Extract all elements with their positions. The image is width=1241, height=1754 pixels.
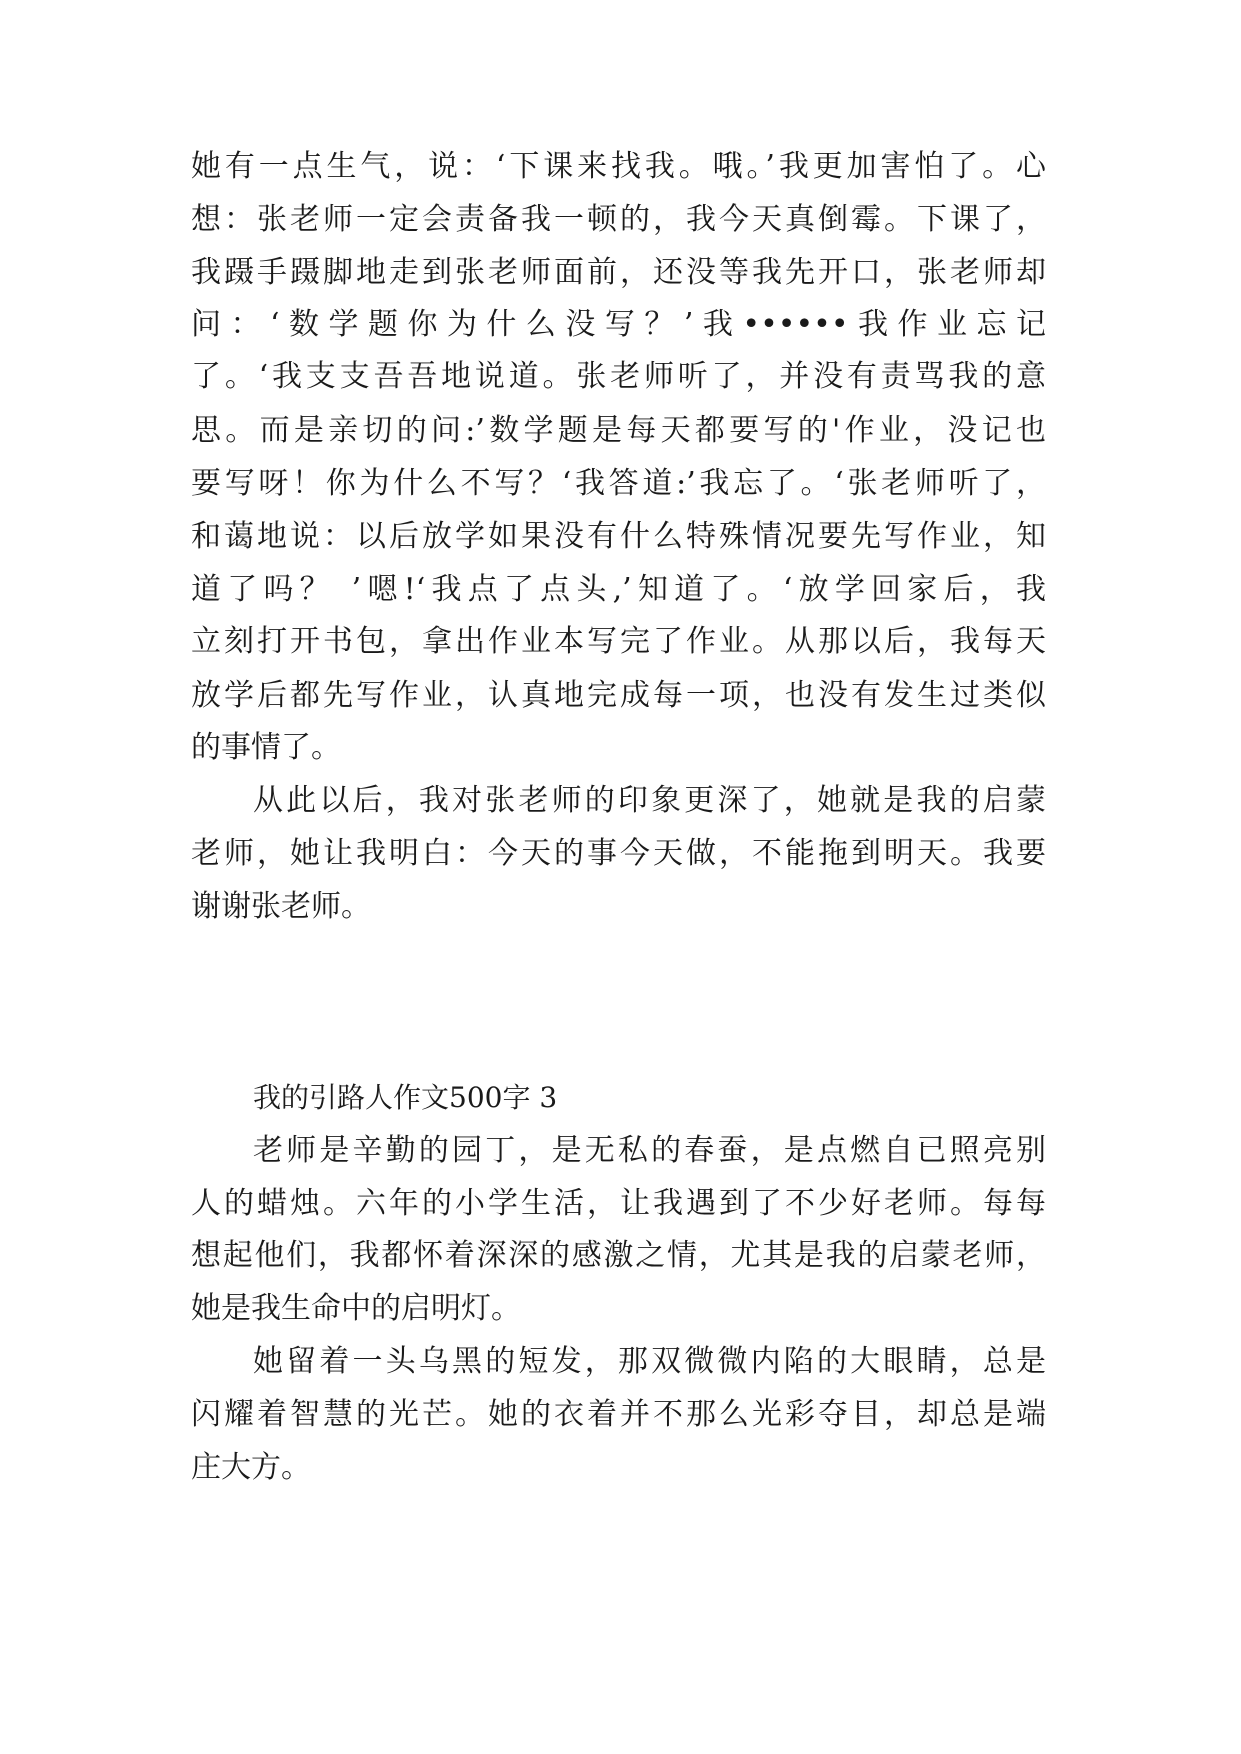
text-line: 问：‘数学题你为什么没写？’我••••••我作业忘记 bbox=[191, 307, 1046, 342]
text-line: 庄大方。 bbox=[191, 1450, 311, 1485]
text-line: 闪耀着智慧的光芒。她的衣着并不那么光彩夺目，却总是端 bbox=[191, 1397, 1046, 1432]
text-line: 人的蜡烛。六年的小学生活，让我遇到了不少好老师。每每 bbox=[191, 1186, 1046, 1221]
text-line: 谢谢张老师。 bbox=[191, 889, 371, 924]
text-line: 我蹑手蹑脚地走到张老师面前，还没等我先开口，张老师却 bbox=[191, 255, 1046, 290]
text-line: 放学后都先写作业，认真地完成每一项，也没有发生过类似 bbox=[191, 678, 1046, 713]
text-line: 她是我生命中的启明灯。 bbox=[191, 1291, 521, 1326]
section-heading: 我的引路人作文500字 3 bbox=[253, 1081, 558, 1114]
text-line: 道了吗？ ’嗯!‘我点了点头,’知道了。‘放学回家后，我 bbox=[191, 572, 1046, 607]
text-line: 她留着一头乌黑的短发，那双微微内陷的大眼睛，总是 bbox=[253, 1344, 1046, 1379]
text-line: 从此以后，我对张老师的印象更深了，她就是我的启蒙 bbox=[253, 783, 1046, 818]
text-line: 老师是辛勤的园丁，是无私的春蚕，是点燃自已照亮别 bbox=[253, 1133, 1046, 1168]
text-line: 和蔼地说：以后放学如果没有什么特殊情况要先写作业，知 bbox=[191, 519, 1046, 554]
text-line: 要写呀！你为什么不写？‘我答道:’我忘了。‘张老师听了， bbox=[191, 466, 1046, 501]
text-line: 思。而是亲切的问:’数学题是每天都要写的'作业，没记也 bbox=[191, 413, 1046, 448]
text-line: 想起他们，我都怀着深深的感激之情，尤其是我的启蒙老师， bbox=[191, 1238, 1046, 1273]
text-line: 立刻打开书包，拿出作业本写完了作业。从那以后，我每天 bbox=[191, 624, 1046, 659]
text-line: 的事情了。 bbox=[191, 730, 341, 765]
text-line: 她有一点生气，说：‘下课来找我。哦。’我更加害怕了。心 bbox=[191, 149, 1046, 184]
text-line: 老师，她让我明白：今天的事今天做，不能拖到明天。我要 bbox=[191, 836, 1046, 871]
text-line: 了。‘我支支吾吾地说道。张老师听了，并没有责骂我的意 bbox=[191, 359, 1046, 394]
text-line: 想：张老师一定会责备我一顿的，我今天真倒霉。下课了， bbox=[191, 202, 1046, 237]
